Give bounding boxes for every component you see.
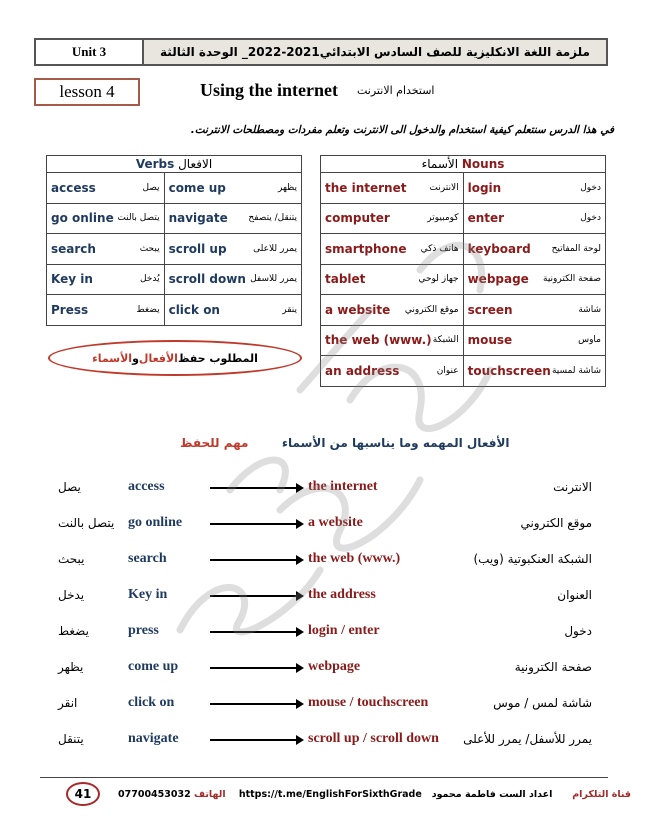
memorize-prefix: المطلوب حفظ bbox=[177, 351, 258, 365]
table-cell bbox=[164, 295, 301, 326]
term-ar: جهاز لوحي bbox=[418, 274, 459, 285]
cell-content bbox=[325, 181, 459, 195]
pair-noun: a website bbox=[308, 515, 363, 530]
term-en: an address bbox=[325, 363, 400, 378]
pair-row bbox=[0, 542, 648, 578]
footer-phone: 07700453032 bbox=[118, 789, 191, 800]
table-row bbox=[47, 173, 302, 204]
cell-content bbox=[169, 272, 297, 286]
term-ar: الشبكة bbox=[432, 335, 459, 346]
term-en: click on bbox=[168, 302, 220, 317]
table-row bbox=[321, 203, 606, 234]
term-ar: هاتف ذكي bbox=[420, 243, 459, 254]
term-ar: كومبيوتر bbox=[427, 213, 459, 224]
term-ar: يتنقل/ يتصفح bbox=[248, 213, 297, 224]
pair-noun-ar: الانترنت bbox=[553, 480, 592, 494]
header-title: ملزمة اللغة الانكليزية للصف السادس الابتدائي2021-2022_ الوحدة الثالثة bbox=[144, 40, 606, 64]
term-ar: دخول bbox=[580, 213, 601, 224]
term-en: webpage bbox=[467, 272, 529, 287]
cell-content bbox=[169, 242, 297, 256]
cell-content bbox=[169, 211, 297, 225]
term-ar: يظهر bbox=[277, 182, 297, 193]
cell-content bbox=[169, 181, 297, 195]
term-ar: ماوس bbox=[578, 335, 601, 346]
cell-content bbox=[325, 242, 459, 256]
pair-verb-ar: يصل bbox=[58, 480, 81, 494]
table-cell bbox=[47, 203, 165, 234]
unit-label: Unit 3 bbox=[36, 40, 144, 64]
table-cell bbox=[463, 173, 605, 204]
pair-verb: navigate bbox=[128, 731, 179, 746]
memorize-verbs: الأفعال bbox=[138, 351, 178, 365]
pair-row bbox=[0, 722, 648, 758]
cell-content bbox=[325, 333, 459, 347]
arrow-icon bbox=[210, 487, 302, 489]
table-cell bbox=[321, 173, 464, 204]
cell-content bbox=[51, 272, 160, 286]
term-en: navigate bbox=[168, 211, 228, 226]
table-cell bbox=[321, 325, 464, 356]
pair-verb: click on bbox=[128, 695, 175, 710]
verbs-header bbox=[47, 156, 302, 173]
table-row bbox=[321, 325, 606, 356]
cell-content bbox=[468, 333, 601, 347]
table-row bbox=[47, 203, 302, 234]
cell-content bbox=[468, 242, 601, 256]
nouns-header-en: Nouns bbox=[461, 157, 505, 171]
term-en: computer bbox=[325, 211, 390, 226]
term-ar: موقع الكتروني bbox=[404, 304, 459, 315]
footer-divider bbox=[40, 777, 608, 778]
table-cell bbox=[321, 356, 464, 387]
term-en: the internet bbox=[325, 180, 407, 195]
cell-content bbox=[325, 303, 459, 317]
table-cell bbox=[47, 173, 165, 204]
term-en: go online bbox=[51, 211, 114, 226]
term-en: enter bbox=[467, 211, 505, 226]
cell-content bbox=[325, 364, 459, 378]
term-en: scroll down bbox=[168, 272, 246, 287]
pairs-heading-main: الأفعال المهمه وما يناسبها من الأسماء bbox=[281, 436, 510, 450]
pair-row bbox=[0, 470, 648, 506]
cell-content bbox=[468, 364, 601, 378]
pair-verb: come up bbox=[128, 659, 179, 674]
pair-row bbox=[0, 650, 648, 686]
table-row bbox=[321, 173, 606, 204]
verbs-header-en: Verbs bbox=[135, 157, 175, 171]
lesson-title-arabic: استخدام الانترنت bbox=[357, 84, 435, 97]
arrow-icon bbox=[210, 739, 302, 741]
cell-content bbox=[325, 272, 459, 286]
cell-content bbox=[169, 303, 297, 317]
pair-noun: mouse / touchscreen bbox=[308, 695, 429, 710]
table-cell bbox=[463, 295, 605, 326]
table-cell bbox=[321, 203, 464, 234]
nouns-header-ar: الأسماء bbox=[421, 157, 459, 171]
pairs-heading bbox=[180, 436, 510, 450]
term-en: search bbox=[51, 241, 96, 256]
pair-verb-ar: انقر bbox=[58, 696, 78, 710]
table-cell bbox=[321, 264, 464, 295]
pair-noun-ar: موقع الكتروني bbox=[520, 516, 592, 530]
arrow-icon bbox=[210, 631, 302, 633]
verbs-table bbox=[46, 155, 302, 326]
footer-author: اعداد الست فاطمة محمود bbox=[431, 789, 553, 800]
pair-verb-ar: يدخل bbox=[58, 588, 85, 602]
term-ar: صفحة الكترونية bbox=[543, 274, 601, 285]
table-cell bbox=[164, 173, 301, 204]
term-ar: يمرر للاسفل bbox=[250, 274, 297, 285]
arrow-icon bbox=[210, 595, 302, 597]
table-cell bbox=[321, 295, 464, 326]
term-en: login bbox=[467, 180, 502, 195]
pairs-heading-note: مهم للحفظ bbox=[180, 436, 249, 450]
pair-verb-ar: يبحث bbox=[58, 552, 85, 566]
term-en: scroll up bbox=[168, 241, 227, 256]
cell-content bbox=[51, 242, 160, 256]
pair-noun: the internet bbox=[308, 479, 378, 494]
table-cell bbox=[47, 264, 165, 295]
pair-row bbox=[0, 578, 648, 614]
pair-verb: search bbox=[128, 551, 167, 566]
table-cell bbox=[463, 234, 605, 265]
footer-text bbox=[118, 789, 632, 800]
footer-channel-label: قناة التلكرام bbox=[572, 789, 632, 800]
page-header bbox=[34, 38, 608, 66]
table-row bbox=[321, 356, 606, 387]
term-ar: دخول bbox=[580, 182, 601, 193]
term-ar: ينقر bbox=[282, 304, 297, 315]
term-en: keyboard bbox=[467, 241, 531, 256]
term-en: screen bbox=[467, 302, 513, 317]
pair-noun: the web (www.) bbox=[308, 551, 401, 566]
term-ar: يُدخل bbox=[139, 274, 160, 285]
verbs-header-ar: الافعال bbox=[178, 157, 213, 171]
term-en: a website bbox=[325, 302, 391, 317]
term-ar: يبحث bbox=[139, 243, 160, 254]
term-en: tablet bbox=[325, 272, 366, 287]
table-row bbox=[47, 264, 302, 295]
pair-verb-ar: يضغط bbox=[58, 624, 89, 638]
cell-content bbox=[468, 272, 601, 286]
memorize-and: و bbox=[132, 351, 139, 365]
footer-url[interactable]: https://t.me/EnglishForSixthGrade bbox=[238, 789, 422, 800]
pair-row bbox=[0, 506, 648, 542]
pair-verb: access bbox=[128, 479, 165, 494]
table-cell bbox=[463, 203, 605, 234]
pair-noun: scroll up / scroll down bbox=[308, 731, 439, 746]
table-cell bbox=[321, 234, 464, 265]
arrow-icon bbox=[210, 703, 302, 705]
cell-content bbox=[468, 181, 601, 195]
term-en: smartphone bbox=[325, 241, 407, 256]
pair-verb: go online bbox=[128, 515, 183, 530]
table-row bbox=[321, 234, 606, 265]
term-ar: يضغط bbox=[136, 304, 160, 315]
pair-noun: webpage bbox=[308, 659, 361, 674]
term-ar: عنوان bbox=[436, 365, 459, 376]
pair-noun-ar: يمرر للأسفل/ يمرر للأعلى bbox=[463, 732, 592, 746]
nouns-header bbox=[321, 156, 606, 173]
cell-content bbox=[468, 303, 601, 317]
nouns-table bbox=[320, 155, 606, 387]
table-cell bbox=[463, 356, 605, 387]
table-row bbox=[321, 295, 606, 326]
term-ar: يمرر للاعلى bbox=[253, 243, 297, 254]
pair-noun-ar: صفحة الكترونية bbox=[514, 660, 592, 674]
pair-verb: press bbox=[128, 623, 159, 638]
term-en: Key in bbox=[51, 272, 93, 287]
pair-noun-ar: العنوان bbox=[557, 588, 592, 602]
pair-verb: Key in bbox=[128, 587, 168, 602]
term-ar: يصل bbox=[142, 182, 160, 193]
term-ar: الانترنت bbox=[429, 182, 459, 193]
table-cell bbox=[164, 234, 301, 265]
term-en: Press bbox=[51, 302, 89, 317]
table-row bbox=[47, 295, 302, 326]
cell-content bbox=[468, 211, 601, 225]
table-cell bbox=[47, 295, 165, 326]
table-row bbox=[321, 264, 606, 295]
memorize-note bbox=[48, 340, 302, 376]
term-en: come up bbox=[168, 180, 226, 195]
term-ar: شاشة لمسية bbox=[551, 365, 601, 376]
term-ar: لوحة المفاتيح bbox=[551, 243, 601, 254]
cell-content bbox=[51, 211, 160, 225]
term-en: touchscreen bbox=[467, 363, 551, 378]
pair-noun-ar: الشبكة العنكبوتية (ويب) bbox=[473, 552, 592, 566]
pair-noun-ar: دخول bbox=[564, 624, 592, 638]
page-number: 41 bbox=[66, 782, 100, 806]
memorize-nouns: الأسماء bbox=[92, 351, 133, 365]
pair-row bbox=[0, 614, 648, 650]
term-en: the web (www.) bbox=[325, 333, 432, 348]
term-en: access bbox=[51, 180, 96, 195]
arrow-icon bbox=[210, 523, 302, 525]
term-ar: يتصل بالنت bbox=[117, 213, 160, 224]
table-cell bbox=[463, 325, 605, 356]
table-cell bbox=[164, 264, 301, 295]
pair-verb-ar: يتصل بالنت bbox=[58, 516, 115, 530]
table-row bbox=[47, 234, 302, 265]
pair-verb-ar: يتنقل bbox=[58, 732, 84, 746]
arrow-icon bbox=[210, 559, 302, 561]
intro-text: في هذا الدرس سنتعلم كيفية استخدام والدخول الى الانترنت وتعلم مفردات ومصطلحات الانترنت. bbox=[190, 124, 614, 136]
lesson-label: lesson 4 bbox=[34, 78, 140, 106]
footer-phone-label: الهاتف bbox=[194, 789, 226, 800]
pair-noun-ar: شاشة لمس / موس bbox=[493, 696, 592, 710]
pair-noun: the address bbox=[308, 587, 376, 602]
pair-row bbox=[0, 686, 648, 722]
term-ar: شاشة bbox=[578, 304, 601, 315]
arrow-icon bbox=[210, 667, 302, 669]
table-cell bbox=[47, 234, 165, 265]
cell-content bbox=[325, 211, 459, 225]
cell-content bbox=[51, 181, 160, 195]
table-cell bbox=[164, 203, 301, 234]
cell-content bbox=[51, 303, 160, 317]
pair-noun: login / enter bbox=[308, 623, 380, 638]
table-cell bbox=[463, 264, 605, 295]
lesson-title: Using the internet bbox=[200, 80, 338, 100]
pair-verb-ar: يظهر bbox=[58, 660, 84, 674]
term-en: mouse bbox=[467, 333, 513, 348]
